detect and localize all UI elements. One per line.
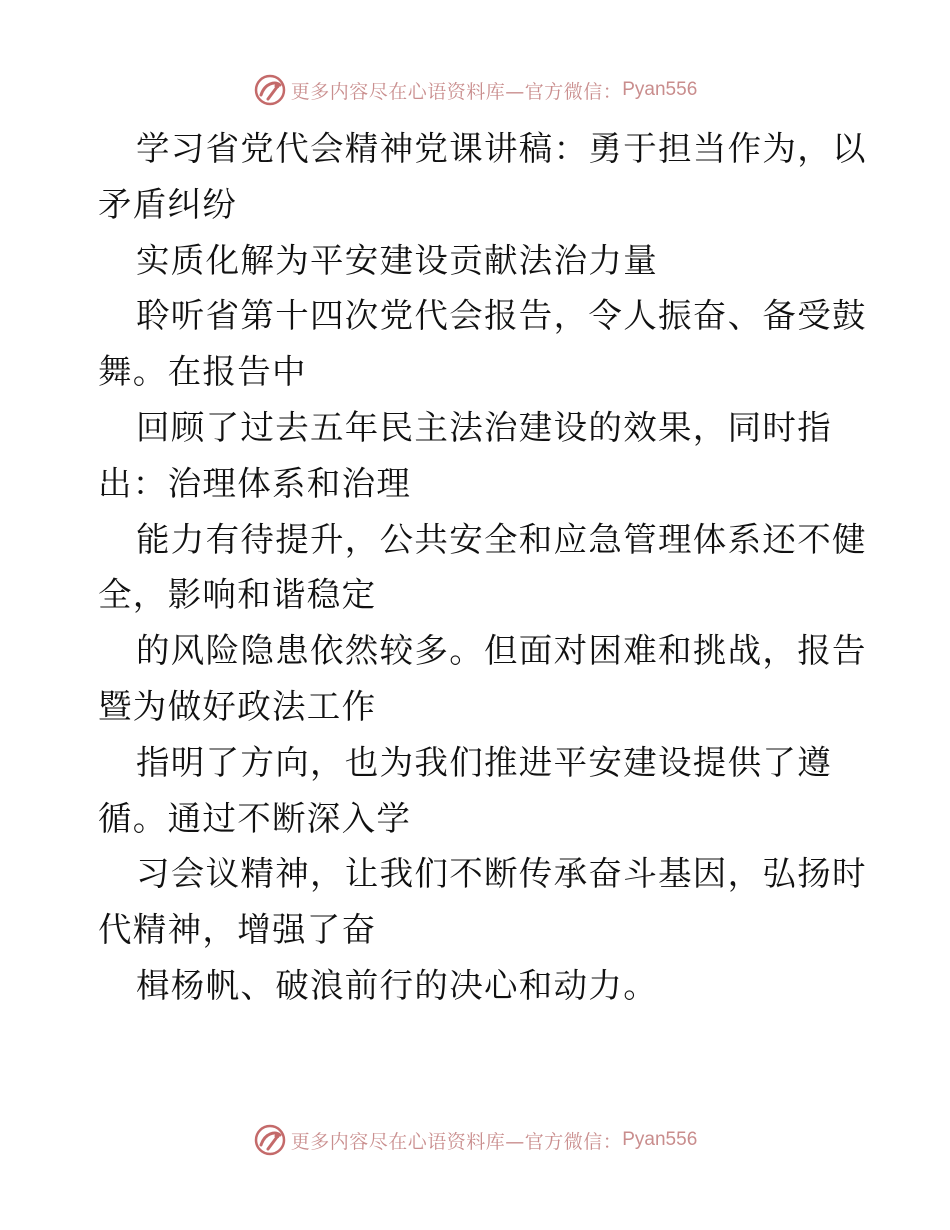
watermark-text: 更多内容尽在心语资料库—官方微信： <box>290 1130 623 1153</box>
footer-watermark <box>0 1123 950 1157</box>
brand-logo-icon <box>253 73 287 107</box>
text-line: 习会议精神，让我们不断传承奋斗基因，弘扬时 <box>136 854 867 894</box>
text-line: 实质化解为平安建设贡献法治力量 <box>136 240 658 280</box>
text-line: 矛盾纠纷 <box>98 184 238 224</box>
text-line: 能力有待提升，公共安全和应急管理体系还不健 <box>136 519 867 559</box>
text-line: 代精神，增强了奋 <box>98 910 377 950</box>
text-line: 暨为做好政法工作 <box>98 686 377 726</box>
watermark-wechat-id: Pyan556 <box>622 1129 698 1150</box>
brand-logo-icon <box>253 1123 287 1157</box>
text-line: 聆听省第十四次党代会报告，令人振奋、备受鼓 <box>136 296 867 336</box>
watermark-wechat-id: Pyan556 <box>622 79 698 100</box>
text-line: 循。通过不断深入学 <box>98 798 412 838</box>
text-line: 指明了方向，也为我们推进平安建设提供了遵 <box>136 742 832 782</box>
text-line: 学习省党代会精神党课讲稿：勇于担当作为，以 <box>136 129 867 168</box>
text-line: 回顾了过去五年民主法治建设的效果，同时指 <box>136 407 832 447</box>
header-watermark <box>0 73 950 107</box>
text-line: 舞。在报告中 <box>98 352 307 392</box>
document-body <box>98 121 867 1014</box>
text-line: 的风险隐患依然较多。但面对困难和挑战，报告 <box>136 631 867 671</box>
text-line: 出：治理体系和治理 <box>98 463 412 503</box>
text-line: 楫杨帆、破浪前行的决心和动力。 <box>136 965 658 1005</box>
text-line: 全，影响和谐稳定 <box>98 575 377 615</box>
watermark-text: 更多内容尽在心语资料库—官方微信： <box>290 80 623 103</box>
